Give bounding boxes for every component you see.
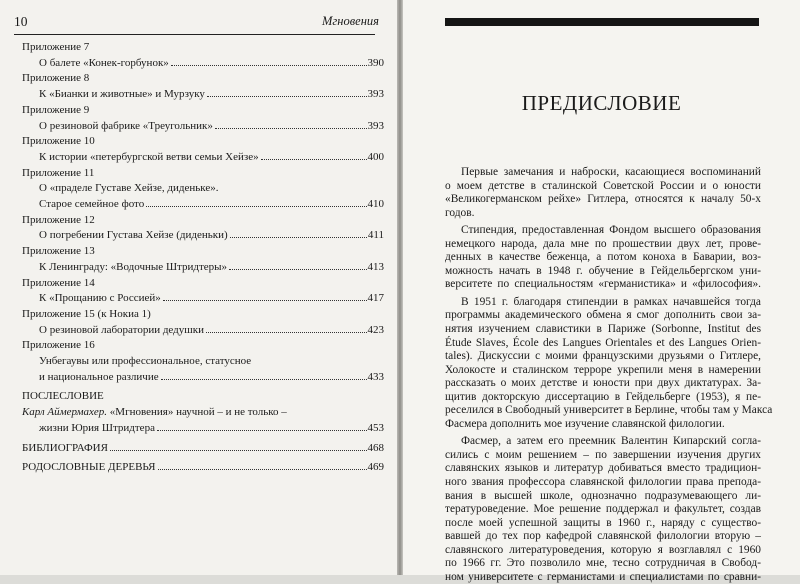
toc-entry <box>22 103 384 119</box>
toc-entry <box>22 260 384 276</box>
header-rule <box>14 34 375 35</box>
toc-leader-dots <box>146 206 366 207</box>
toc-entry-label: РОДОСЛОВНЫЕ ДЕРЕВЬЯ <box>22 461 156 474</box>
text-line: немецкого народа, дала мне по прошествии двух лет, прове- <box>445 237 761 250</box>
toc-page-number: 393 <box>367 119 384 132</box>
toc-entry-label: Приложение 9 <box>22 103 90 116</box>
text-line: тературоведение. Мое решение поддержал и факультет, создав <box>445 503 761 516</box>
toc-entry-label: жизни Юрия Штридтера <box>39 421 155 434</box>
text-line: денных в качестве беженца, а потом коноха в Баварии, воз- <box>445 251 761 264</box>
toc-page-number: 469 <box>367 461 384 474</box>
text-line: ного звания профессора славянской филологии права препода- <box>445 476 761 489</box>
body-text <box>445 166 773 584</box>
toc-entry <box>22 40 384 56</box>
toc-entry <box>22 354 384 370</box>
toc-page-number: 453 <box>367 421 384 434</box>
toc-page-number: 423 <box>367 323 384 336</box>
toc-entry-label: К истории «петербургской ветви семьи Хейзе» <box>39 150 259 163</box>
right-page <box>403 0 800 583</box>
toc-entry <box>22 421 384 437</box>
page-number: 10 <box>14 14 28 29</box>
toc-page-number: 413 <box>367 260 384 273</box>
toc-entry-label: О «праделе Густаве Хейзе, диденьке». <box>39 182 219 195</box>
toc-entry <box>22 338 384 354</box>
text-line: В 1951 г. благодаря стипендии в рамках начавшейся тогда <box>461 295 761 308</box>
text-line: верситете по специальностям «германистика» и «философия». <box>445 278 761 291</box>
toc-entry <box>22 119 384 135</box>
text-line: Фасмер, а затем его преемник Валентин Кипарский согла- <box>461 435 761 448</box>
toc-page-number: 411 <box>367 229 384 242</box>
toc-leader-dots <box>215 128 367 129</box>
text-line: Étude Slaves, École des Langues Orientales et des Langues Orien- <box>445 336 761 349</box>
text-line: Первые замечания и наброски, касающиеся воспоминаний <box>461 166 761 178</box>
text-line: вавшей до тех пор кафедрой славянской филологии вторую – <box>445 530 761 543</box>
toc-entry <box>22 441 384 457</box>
toc-entry-label: Приложение 11 <box>22 166 95 179</box>
toc-entry-label: Унбегаувы или профессиональное, статусное <box>39 355 252 368</box>
toc-leader-dots <box>206 332 367 333</box>
toc-entry-label: Приложение 10 <box>22 135 95 148</box>
toc-entry-label: Приложение 8 <box>22 72 90 85</box>
text-line: «Великогерманском рейхе» Гитлера, относятся к началу 50-х <box>445 193 761 206</box>
text-line: Стипендия, предоставленная Фондом высшего образования <box>461 224 761 237</box>
toc-entry <box>22 291 384 307</box>
toc-entry-label: О балете «Конек-горбунок» <box>39 56 169 69</box>
toc-page-number: 390 <box>367 56 384 69</box>
toc-entry <box>22 134 384 150</box>
text-line: можность начать в 1948 г. обучение в Гейдельбергском уни- <box>445 264 761 277</box>
text-line: по 1966 гг. Это позволило мне, тесно сотрудничая в Свобод- <box>445 557 761 570</box>
toc-entry-label: Приложение 15 (к Нокиа 1) <box>22 307 151 320</box>
toc-page-number: 410 <box>367 198 384 211</box>
text-line: нятия изучением славистики в Париже (Sorbonne, Institut des <box>445 323 761 336</box>
toc-leader-dots <box>163 300 367 301</box>
toc-entry <box>22 244 384 260</box>
toc-entry-label: Приложение 16 <box>22 339 95 352</box>
toc-entry <box>22 87 384 103</box>
text-line: после моей успешной защиты в 1960 г., наряду с существо- <box>445 516 761 529</box>
text-line: о моем детстве в сталинской Советской России и о юности <box>445 179 761 192</box>
toc-leader-dots <box>261 159 367 160</box>
toc-entry-label: Старое семейное фото <box>39 198 145 211</box>
text-line: программы академического обмена я смог дополнить свои за- <box>445 309 761 322</box>
toc-entry <box>22 389 384 405</box>
text-line: славянского литературоведения, которую я возглавлял с 1960 <box>445 543 761 556</box>
toc-entry-label: Приложение 7 <box>22 41 90 53</box>
toc-entry-label: О резиновой фабрике «Треугольник» <box>39 119 213 132</box>
toc-entry-label: и национальное различие <box>39 370 159 383</box>
running-header <box>14 14 379 32</box>
text-line: годов. <box>445 206 475 219</box>
toc-leader-dots <box>158 469 367 470</box>
toc-entry-label: Приложение 12 <box>22 213 95 226</box>
toc-page-number: 417 <box>367 292 384 305</box>
chapter-heading: ПРЕДИСЛОВИЕ <box>521 91 682 115</box>
toc-entry-label: Карл Аймермахер. «Мгновения» научной – и не только – <box>22 406 287 419</box>
toc-leader-dots <box>207 96 367 97</box>
toc-entry <box>22 71 384 87</box>
text-line: щитив докторскую диссертацию в Гейдельберге (1953), я пе- <box>445 390 761 403</box>
toc-page-number: 400 <box>367 150 384 163</box>
toc-entry <box>22 276 384 292</box>
toc-leader-dots <box>171 65 367 66</box>
text-line: сились с моим решением – по завершении изучения других <box>445 448 761 461</box>
toc-leader-dots <box>229 269 366 270</box>
toc-leader-dots <box>157 430 367 431</box>
toc-entry <box>22 370 384 386</box>
toc-page-number: 433 <box>367 370 384 383</box>
toc-entry-label: Приложение 14 <box>22 276 95 289</box>
text-line: славянских языков и литератур добиваться вместо традицион- <box>445 462 761 475</box>
toc-leader-dots <box>230 237 367 238</box>
toc-entry <box>22 166 384 182</box>
toc-entry <box>22 150 384 166</box>
toc-entry <box>22 228 384 244</box>
toc-entry-label: О погребении Густава Хейзе (диденьки) <box>39 229 228 242</box>
text-line: рассказать о моих детстве и юности при двух диктатурах. За- <box>445 377 761 390</box>
toc-entry <box>22 56 384 72</box>
toc-entry-label: К «Бианки и животные» и Мурзуку <box>39 88 205 101</box>
toc-entry-label: К Ленинграду: «Водочные Штридтеры» <box>39 260 228 273</box>
toc-leader-dots <box>110 450 367 451</box>
running-title: Мгновения <box>322 14 379 28</box>
toc-entry-label: К «Прощанию с Россией» <box>39 292 161 305</box>
text-line: вания в высшей школе, однозначно подразумевающего ли- <box>445 489 761 502</box>
toc-leader-dots <box>161 379 367 380</box>
toc-entry <box>22 197 384 213</box>
toc-entry-label: БИБЛИОГРАФИЯ <box>22 441 108 454</box>
toc-page-number: 393 <box>367 88 384 101</box>
text-line: реселился в Свободный университет в Берлине, чтобы там у Макса <box>445 404 773 417</box>
toc-entry <box>22 323 384 339</box>
left-page <box>0 0 397 575</box>
text-line: tales). Дискуссии с моими французскими друзьями о Гитлере, <box>445 350 761 363</box>
text-line: Фасмера дополнить мое изучение славянской филологии. <box>445 417 725 430</box>
text-line: ном университете с германистами и специалистами по сравни- <box>445 570 761 583</box>
top-decorative-bar <box>445 18 759 26</box>
toc-entry-label: О резиновой лаборатории дедушки <box>39 323 204 336</box>
toc-entry <box>22 213 384 229</box>
toc-entry-label: Приложение 13 <box>22 245 95 258</box>
toc-entry <box>22 460 384 476</box>
toc-entry <box>22 181 384 197</box>
toc-entry-label: ПОСЛЕСЛОВИЕ <box>22 390 104 403</box>
table-of-contents <box>22 40 384 476</box>
toc-entry <box>22 307 384 323</box>
toc-page-number: 468 <box>367 441 384 454</box>
toc-entry <box>22 405 384 421</box>
text-line: Холокосте и сталинском терроре укрепили меня в намерении <box>445 363 761 376</box>
